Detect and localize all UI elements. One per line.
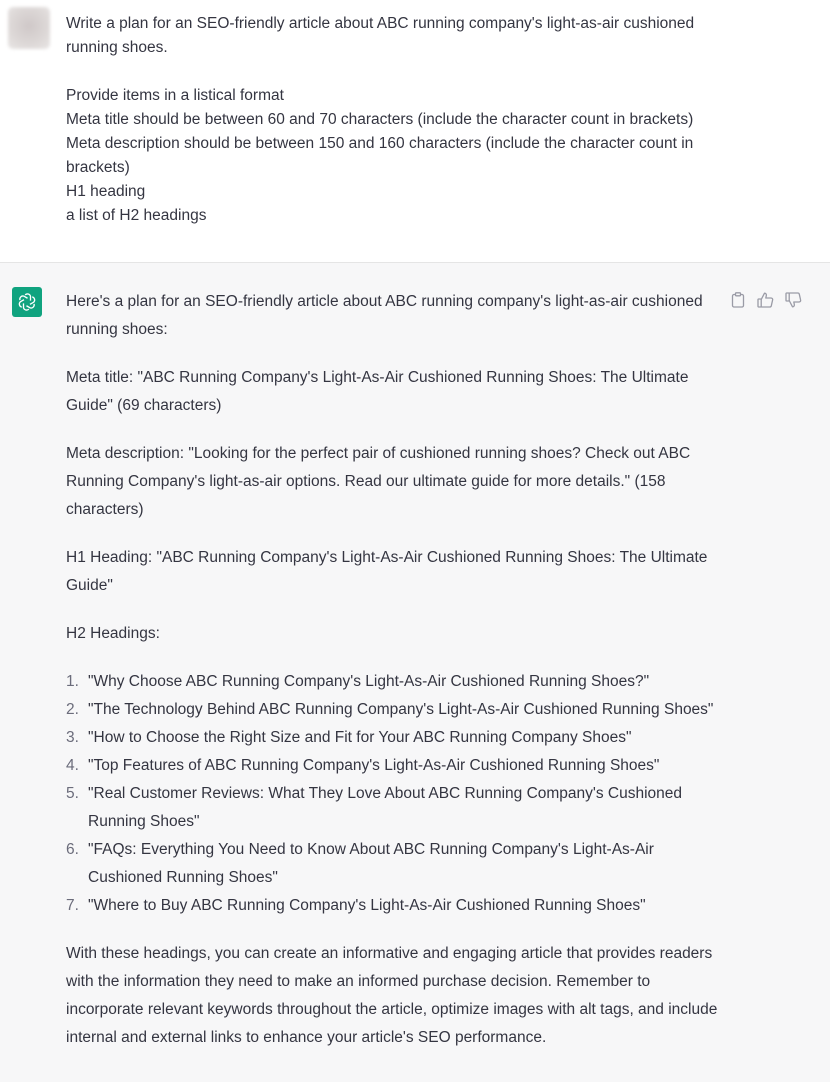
user-line-gap — [66, 60, 726, 84]
list-item — [66, 780, 726, 836]
user-message-text — [66, 12, 726, 228]
list-item — [66, 668, 726, 696]
list-number: 7. — [66, 897, 79, 914]
user-line: a list of H2 headings — [66, 207, 207, 224]
assistant-message — [0, 263, 830, 1082]
user-line: Meta description should be between 150 and 160 characters (include the character count in brackets) — [66, 135, 694, 176]
thumbs-down-icon[interactable] — [784, 290, 803, 309]
meta-title-paragraph: Meta title: "ABC Running Company's Light-As-Air Cushioned Running Shoes: The Ultimate Guide" (69 characters) — [66, 369, 689, 414]
user-line: Meta title should be between 60 and 70 characters (include the character count in brackets) — [66, 111, 694, 128]
list-number: 3. — [66, 729, 79, 746]
intro-paragraph: Here's a plan for an SEO-friendly article about ABC running company's light-as-air cushioned running shoes: — [66, 293, 703, 338]
conclusion-paragraph: With these headings, you can create an informative and engaging article that provides readers with the information they need to make an informed purchase decision. Remember to incorporate relevant keywords throughout the article, optimize images with alt tags, and include internal and external links to enhance your article's SEO performance. — [66, 945, 718, 1046]
assistant-message-text — [66, 288, 726, 1052]
list-item — [66, 696, 726, 724]
list-item — [66, 724, 726, 752]
h1-heading-paragraph: H1 Heading: "ABC Running Company's Light-As-Air Cushioned Running Shoes: The Ultimate Guide" — [66, 549, 708, 594]
list-number: 4. — [66, 757, 79, 774]
list-number: 5. — [66, 785, 79, 802]
user-message — [0, 0, 830, 263]
thumbs-up-icon[interactable] — [756, 290, 775, 309]
list-item-text: "How to Choose the Right Size and Fit for Your ABC Running Company Shoes" — [88, 729, 632, 746]
openai-logo-icon — [12, 287, 42, 317]
meta-description-paragraph: Meta description: "Looking for the perfect pair of cushioned running shoes? Check out ABC Running Company's light-as-air options. Read our ultimate guide for more details." (158 characters) — [66, 445, 691, 518]
list-item-text: "FAQs: Everything You Need to Know About ABC Running Company's Light-As-Air Cushioned Running Shoes" — [88, 841, 654, 886]
h2-list — [66, 668, 726, 920]
list-number: 1. — [66, 673, 79, 690]
list-item — [66, 836, 726, 892]
list-item-text: "The Technology Behind ABC Running Company's Light-As-Air Cushioned Running Shoes" — [88, 701, 714, 718]
user-line: H1 heading — [66, 183, 146, 200]
list-number: 6. — [66, 841, 79, 858]
list-item — [66, 892, 726, 920]
h2-label: H2 Headings: — [66, 625, 160, 642]
list-item-text: "Real Customer Reviews: What They Love About ABC Running Company's Cushioned Running Shoes" — [88, 785, 683, 830]
message-actions — [728, 290, 803, 309]
list-item-text: "Top Features of ABC Running Company's Light-As-Air Cushioned Running Shoes" — [88, 757, 660, 774]
user-line: Provide items in a listical format — [66, 87, 284, 104]
list-number: 2. — [66, 701, 79, 718]
clipboard-icon[interactable] — [728, 290, 747, 309]
list-item-text: "Where to Buy ABC Running Company's Light-As-Air Cushioned Running Shoes" — [88, 897, 646, 914]
list-item-text: "Why Choose ABC Running Company's Light-As-Air Cushioned Running Shoes?" — [88, 673, 650, 690]
user-line: Write a plan for an SEO-friendly article about ABC running company's light-as-air cushioned running shoes. — [66, 15, 695, 56]
user-avatar — [8, 7, 50, 49]
list-item — [66, 752, 726, 780]
